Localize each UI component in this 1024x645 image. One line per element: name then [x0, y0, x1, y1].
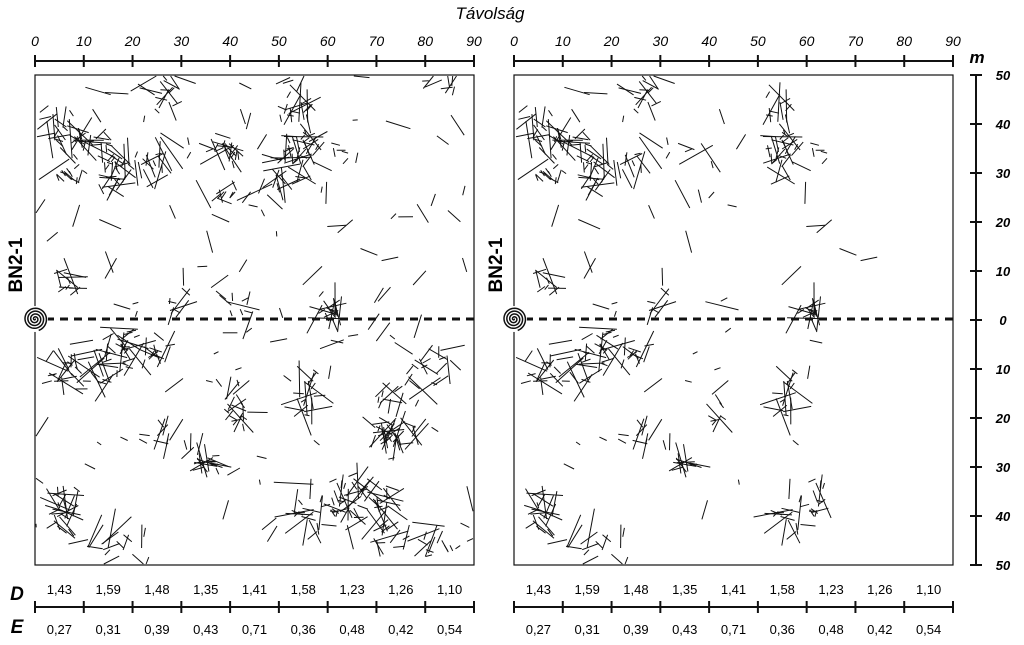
fracture-trace [232, 293, 233, 301]
fracture-trace [212, 456, 219, 457]
x-tick-label: 50 [750, 33, 766, 49]
d-value: 1,59 [95, 582, 121, 597]
well-label-left: BN2-1 [6, 237, 27, 293]
y-tick-label: 30 [995, 166, 1011, 181]
e-value: 0,54 [915, 622, 942, 637]
e-value: 0,54 [436, 622, 463, 637]
x-tick-label: 40 [222, 33, 238, 49]
well-spiral-icon [501, 306, 527, 332]
x-tick-label: 30 [173, 33, 190, 49]
y-tick-label: 10 [995, 362, 1011, 377]
fracture-trace [585, 145, 586, 152]
fracture-trace [58, 487, 59, 496]
x-tick-label: 40 [701, 33, 717, 49]
fracture-trace [292, 154, 293, 165]
top-axis-right [510, 33, 961, 67]
fracture-trace [662, 268, 663, 286]
d-value: 1,23 [339, 582, 365, 597]
x-tick-label: 50 [271, 33, 287, 49]
x-tick-label: 10 [75, 33, 92, 49]
row-label-d: D [10, 584, 24, 605]
bottom-scale-left [35, 601, 474, 613]
d-value: 1,43 [46, 582, 73, 597]
fracture-trace [772, 393, 783, 394]
x-tick-label: 20 [124, 33, 141, 49]
d-value: 1,48 [623, 582, 649, 597]
e-value: 0,42 [388, 622, 414, 637]
fracture-trace [160, 90, 169, 91]
x-tick-label: 0 [510, 33, 518, 49]
fracture-trace [169, 298, 170, 304]
well-label-right: BN2-1 [486, 237, 507, 293]
d-value: 1,58 [769, 582, 795, 597]
fracture-trace [243, 406, 244, 421]
y-tick-label: 50 [995, 68, 1011, 83]
y-tick-label: 0 [999, 313, 1007, 328]
e-value: 0,36 [290, 622, 316, 637]
x-tick-label: 10 [554, 33, 571, 49]
figure-title: Távolság [455, 4, 525, 23]
panel-left [35, 75, 474, 565]
fracture-trace [805, 182, 806, 204]
d-value: 1,41 [720, 582, 747, 597]
d-value: 1,23 [818, 582, 844, 597]
y-tick-label: 50 [995, 558, 1011, 573]
fracture-trace [299, 361, 300, 398]
e-value: 0,71 [720, 622, 747, 637]
fracture-trace [326, 182, 327, 204]
e-value: 0,48 [339, 622, 365, 637]
e-value: 0,27 [525, 622, 552, 637]
e-value: 0,43 [193, 622, 219, 637]
y-tick-label: 20 [995, 411, 1011, 426]
e-value: 0,36 [769, 622, 795, 637]
row-label-e: E [10, 617, 24, 638]
fracture-trace [293, 393, 304, 394]
x-tick-label: 90 [945, 33, 961, 49]
e-value: 0,31 [95, 622, 121, 637]
x-tick-label: 60 [319, 33, 336, 49]
y-tick-label: 40 [995, 509, 1011, 524]
e-value: 0,43 [672, 622, 698, 637]
x-tick-label: 30 [652, 33, 669, 49]
e-value: 0,48 [818, 622, 844, 637]
d-value: 1,10 [436, 582, 463, 597]
d-value: 1,26 [388, 582, 414, 597]
d-value: 1,59 [574, 582, 600, 597]
fracture-trace [639, 90, 648, 91]
d-value: 1,48 [144, 582, 170, 597]
e-value: 0,71 [241, 622, 268, 637]
y-tick-label: 40 [995, 117, 1011, 132]
y-tick-label: 20 [995, 215, 1011, 230]
right-axis [970, 68, 1011, 573]
d-value: 1,26 [867, 582, 893, 597]
e-value: 0,39 [623, 622, 649, 637]
x-tick-label: 70 [847, 33, 864, 49]
d-value: 1,35 [672, 582, 698, 597]
e-value: 0,31 [574, 622, 600, 637]
fracture-trace [106, 145, 107, 152]
top-axis-left [31, 33, 482, 67]
x-tick-label: 90 [466, 33, 482, 49]
bottom-scale-right [514, 601, 953, 613]
e-value: 0,39 [144, 622, 170, 637]
x-tick-label: 0 [31, 33, 39, 49]
y-tick-label: 30 [995, 460, 1011, 475]
x-tick-label: 70 [368, 33, 385, 49]
well-spiral-icon [22, 306, 48, 332]
x-tick-label: 80 [896, 33, 913, 49]
fracture-trace [771, 154, 772, 165]
d-value: 1,58 [290, 582, 316, 597]
unit-label: m [969, 48, 985, 67]
d-value: 1,10 [915, 582, 942, 597]
x-tick-label: 60 [798, 33, 815, 49]
panel-right [514, 75, 953, 565]
d-value: 1,41 [241, 582, 268, 597]
x-tick-label: 20 [603, 33, 620, 49]
d-value: 1,43 [525, 582, 552, 597]
e-value: 0,27 [46, 622, 73, 637]
x-tick-label: 80 [417, 33, 434, 49]
fracture-trace [763, 137, 802, 138]
y-tick-label: 10 [995, 264, 1011, 279]
fracture-trace [197, 266, 207, 267]
fracture-trace [183, 268, 184, 286]
e-value: 0,42 [867, 622, 893, 637]
d-value: 1,35 [193, 582, 219, 597]
